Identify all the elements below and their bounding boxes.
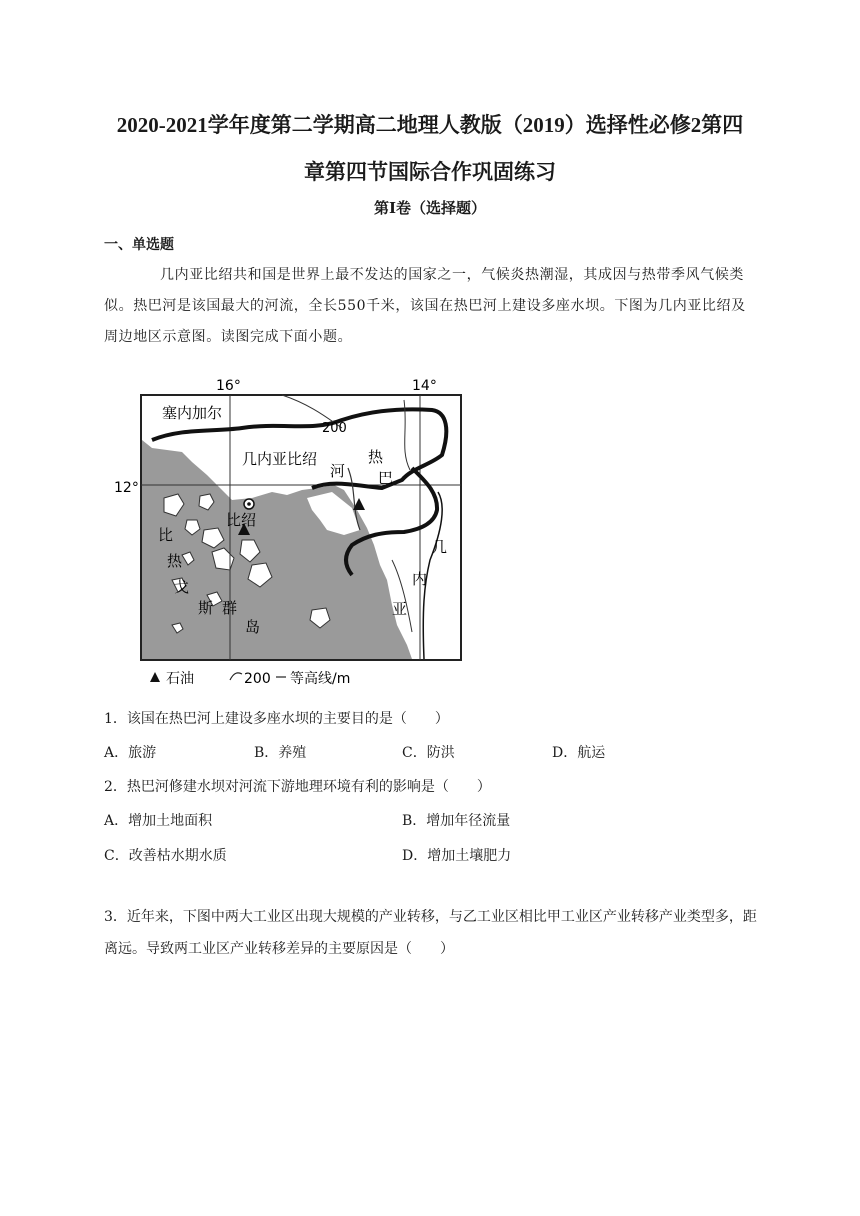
lat-label: 12°	[114, 480, 139, 496]
legend-contour-label: 等高线/m	[290, 671, 351, 687]
question-1-option-b: B．养殖	[254, 745, 307, 761]
bijagos-label-3: 戈	[174, 578, 190, 596]
legend-contour-value: 200	[244, 671, 271, 687]
passage-text: 几内亚比绍共和国是世界上最不发达的国家之一，气候炎热潮湿，其成因与热带季风气候类似。热巴河是该国最大的河流，全长550千米，该国在热巴河上建设多座水坝。下图为几内亚比绍及周边地区示意图。读图完成下面小题。	[104, 267, 746, 345]
senegal-label: 塞内加尔	[162, 404, 223, 422]
question-1-option-d: D．航运	[552, 745, 606, 761]
question-2-option-d: D．增加土壤肥力	[402, 848, 512, 864]
document-title-line-1: 2020-2021学年度第二学期高二地理人教版（2019）选择性必修2第四	[116, 113, 744, 137]
bijagos-label-4: 斯	[198, 599, 214, 617]
lon-left-label: 16°	[216, 378, 241, 394]
bissau-label: 比绍	[226, 511, 257, 529]
question-2-option-b: B．增加年径流量	[402, 813, 511, 829]
document-title-line-2: 章第四节国际合作巩固练习	[304, 160, 556, 184]
bijagos-label-5: 群	[222, 599, 238, 617]
legend-oil-icon	[150, 672, 160, 682]
section-title: 一、单选题	[104, 237, 174, 253]
guinea-label-2: 内	[412, 570, 428, 588]
question-2-option-c: C．改善枯水期水质	[104, 848, 227, 864]
river-label-1: 热	[368, 448, 384, 466]
question-1-option-c: C．防洪	[402, 745, 455, 761]
question-2-option-a: A．增加土地面积	[104, 813, 213, 829]
bijagos-label-2: 热	[167, 552, 183, 570]
question-1-option-a: A．旅游	[104, 745, 157, 761]
lon-right-label: 14°	[412, 378, 437, 394]
question-3-stem: 3．近年来，下图中两大工业区出现大规模的产业转移，与乙工业区相比甲工业区产业转移产业类型多，距离远。导致两工业区产业转移差异的主要原因是（ ）	[104, 909, 757, 957]
guinea-label-1: 几	[432, 538, 448, 556]
river-label-3: 河	[330, 462, 346, 480]
river-label-2: 巴	[378, 469, 394, 487]
guinea-bissau-label: 几内亚比绍	[242, 450, 318, 468]
bijagos-label-1: 比	[158, 526, 174, 544]
legend-oil-label: 石油	[166, 671, 194, 687]
bijagos-label-6: 岛	[245, 618, 261, 636]
part-title: 第I卷（选择题）	[373, 199, 487, 217]
question-1-stem: 1．该国在热巴河上建设多座水坝的主要目的是（ ）	[104, 711, 449, 727]
question-2-stem: 2．热巴河修建水坝对河流下游地理环境有利的影响是（ ）	[104, 779, 491, 795]
contour-value-label: 200	[322, 421, 347, 436]
guinea-label-3: 亚	[392, 600, 408, 618]
guinea-bissau-map	[112, 370, 472, 690]
